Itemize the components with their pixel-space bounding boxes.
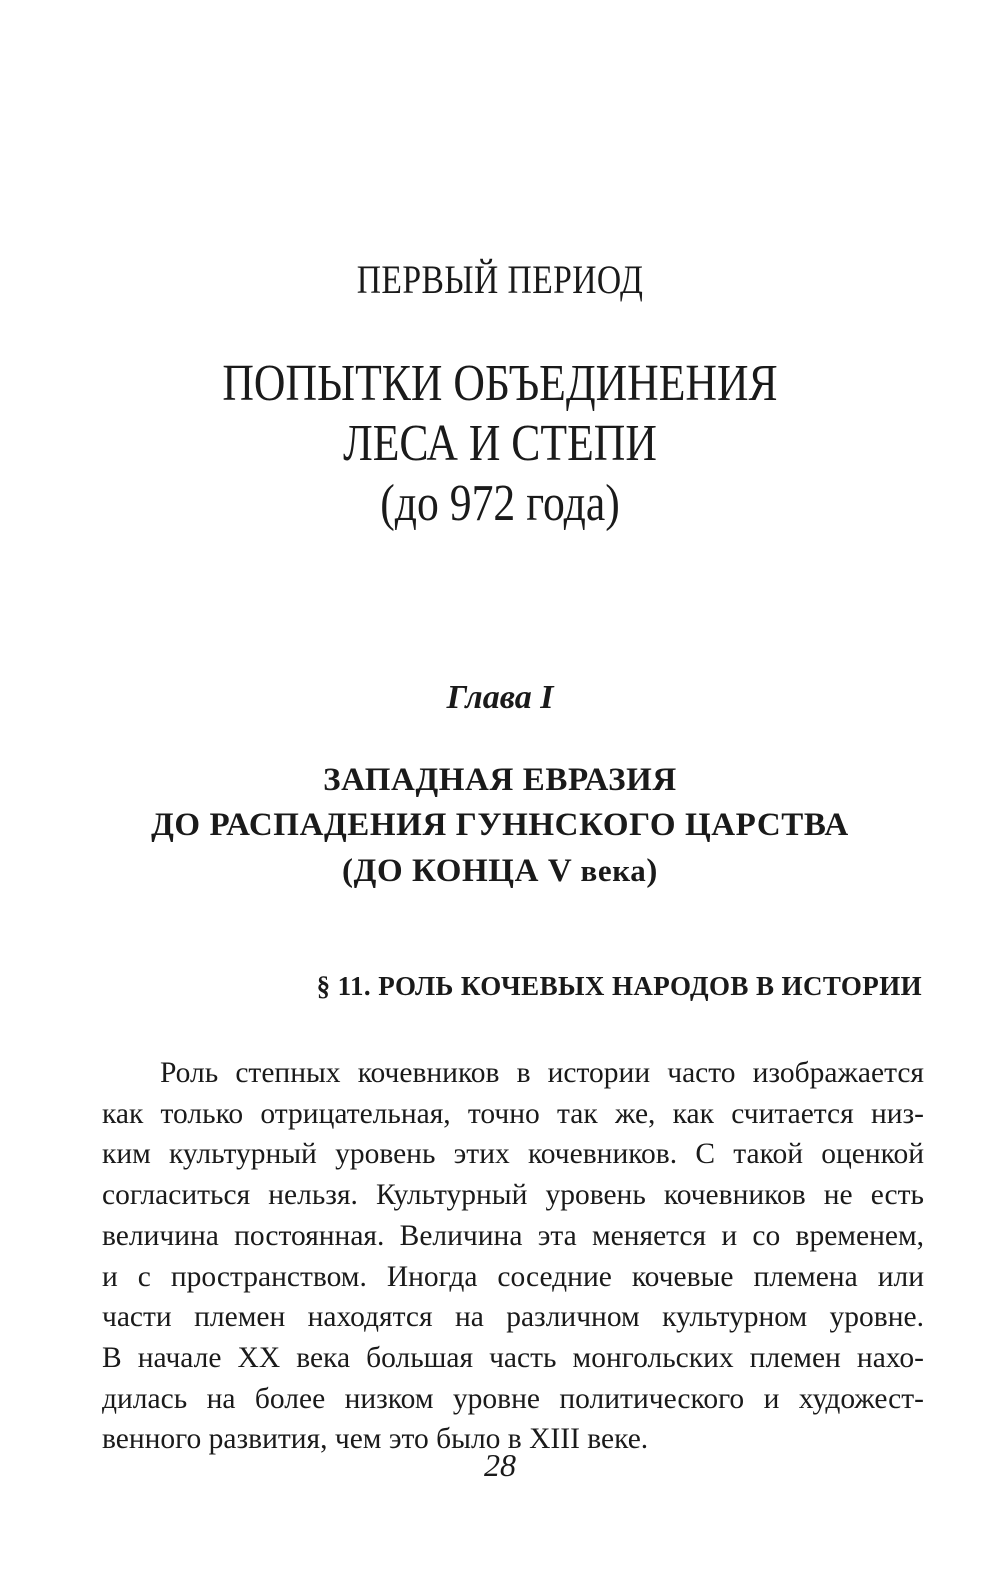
chapter-title: [0, 758, 1000, 848]
text-line: согласиться нельзя. Культурный уровень кочевников не есть: [102, 1179, 924, 1212]
page-number: 28: [484, 1447, 516, 1483]
chapter-title-line: ДО РАСПАДЕНИЯ ГУННСКОГО ЦАРСТВА: [151, 807, 849, 843]
chapter-title-line: ЗАПАДНАЯ ЕВРАЗИЯ: [323, 762, 677, 798]
body-paragraph: [102, 1053, 924, 1460]
text-line: Роль степных кочевников в истории часто изображается: [160, 1057, 924, 1089]
text-line: как только отрицательная, точно так же, как считается низ-: [102, 1097, 924, 1130]
chapter-label: Глава I: [446, 679, 554, 716]
chapter-dates-century: века: [580, 853, 647, 888]
part-label: ПЕРВЫЙ ПЕРИОД: [356, 257, 644, 302]
part-title: [80, 354, 920, 474]
section-title: § 11. РОЛЬ КОЧЕВЫХ НАРОДОВ В ИСТОРИИ: [316, 971, 922, 1001]
text-line: части племен находятся на различном культурном уровне.: [102, 1301, 924, 1334]
text-line: и с пространством. Иногда соседние кочевые племена или: [102, 1260, 924, 1293]
chapter-dates-prefix: (ДО КОНЦА V: [342, 853, 581, 889]
chapter-dates: [0, 848, 1000, 894]
text-line: дилась на более низком уровне политического и художест-: [102, 1382, 924, 1415]
text-line: ким культурный уровень этих кочевников. С такой оценкой: [102, 1138, 924, 1171]
part-title-line: ЛЕСА И СТЕПИ: [343, 415, 657, 472]
text-line: В начале XX века большая часть монгольских племен нахо-: [102, 1341, 924, 1374]
text-line: венного развития, чем это было в XIII веке.: [102, 1423, 649, 1456]
chapter-dates-suffix: ): [646, 853, 658, 889]
part-dates: (до 972 года): [380, 475, 620, 532]
part-title-line: ПОПЫТКИ ОБЪЕДИНЕНИЯ: [222, 355, 778, 412]
text-line: величина постоянная. Величина эта меняется и со временем,: [102, 1219, 924, 1252]
